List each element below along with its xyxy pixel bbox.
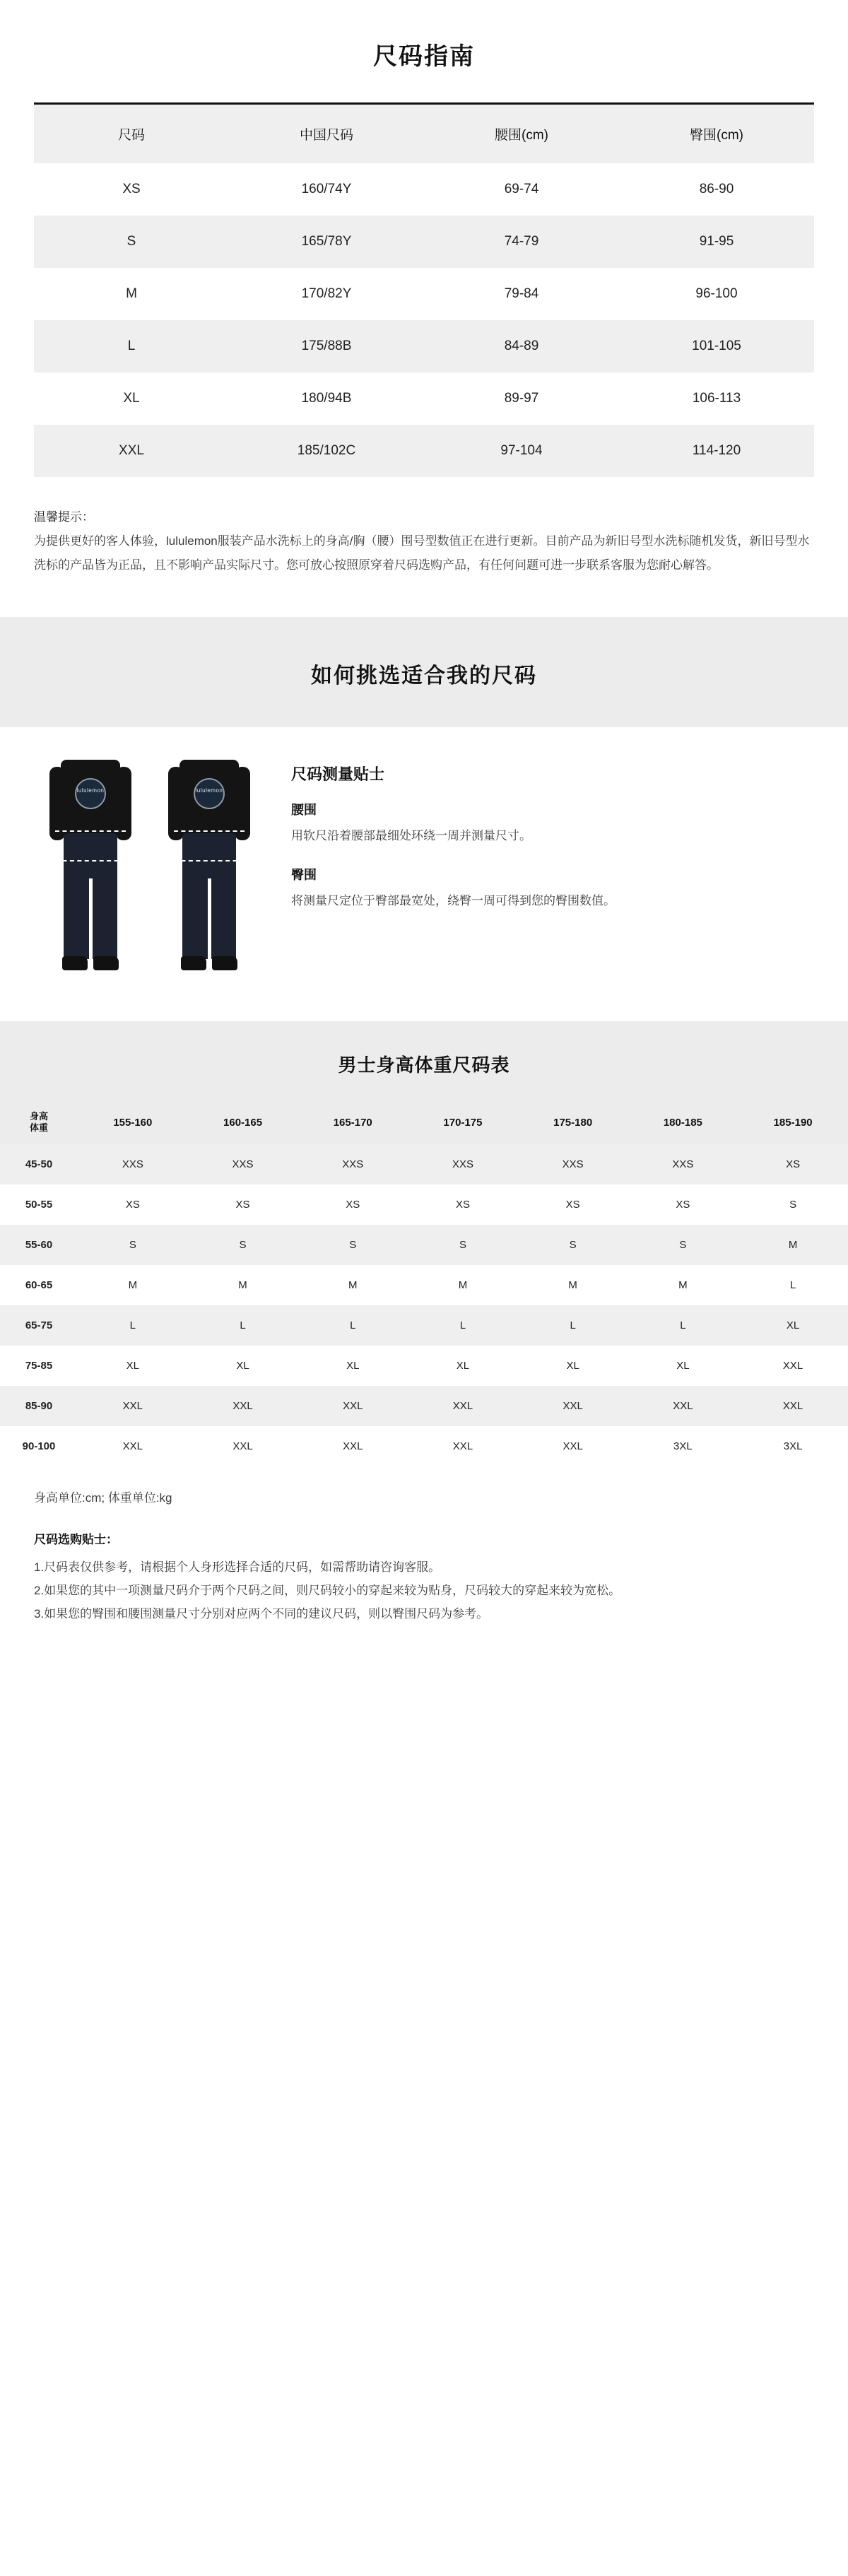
cell-size: M bbox=[408, 1265, 518, 1305]
cell-size: XXL bbox=[78, 1386, 188, 1426]
cell-size: S bbox=[738, 1184, 848, 1225]
col-header-height-2: 165-170 bbox=[298, 1101, 408, 1144]
cell-size: XS bbox=[518, 1184, 628, 1225]
hw-table-body bbox=[0, 1144, 848, 1466]
row-header-weight: 65-75 bbox=[0, 1305, 78, 1346]
col-header-height-0: 155-160 bbox=[78, 1101, 188, 1144]
cell-size: XXS bbox=[628, 1144, 738, 1184]
size-guide-section bbox=[0, 0, 848, 577]
cell-waist: 74-79 bbox=[424, 216, 619, 268]
cell-size: M bbox=[628, 1265, 738, 1305]
cell-waist: 97-104 bbox=[424, 425, 619, 477]
corner-header bbox=[0, 1101, 78, 1144]
cell-size: S bbox=[78, 1225, 188, 1265]
col-header-size: 尺码 bbox=[34, 104, 229, 164]
cell-size: 3XL bbox=[628, 1426, 738, 1466]
hip-measure-line bbox=[174, 860, 245, 861]
cell-size: XXL bbox=[298, 1426, 408, 1466]
cell-size: XL bbox=[78, 1346, 188, 1386]
cell-size: XXS bbox=[408, 1144, 518, 1184]
table-header-row bbox=[34, 104, 814, 164]
cell-hip: 86-90 bbox=[619, 163, 814, 216]
size-table-body bbox=[34, 163, 814, 477]
measurement-illustrations bbox=[34, 760, 266, 993]
cell-size: XL bbox=[298, 1346, 408, 1386]
cell-size: XXS bbox=[188, 1144, 298, 1184]
shoe-right-shape bbox=[93, 956, 119, 970]
cell-size: M bbox=[78, 1265, 188, 1305]
corner-weight-label: 体重 bbox=[29, 1122, 48, 1134]
cell-size: S bbox=[298, 1225, 408, 1265]
row-header-weight: 60-65 bbox=[0, 1265, 78, 1305]
col-header-cn-size: 中国尺码 bbox=[229, 104, 424, 164]
col-header-height-6: 185-190 bbox=[738, 1101, 848, 1144]
row-header-weight: 55-60 bbox=[0, 1225, 78, 1265]
cell-hip: 91-95 bbox=[619, 216, 814, 268]
cell-size: L bbox=[34, 320, 229, 372]
shoe-left-shape bbox=[62, 956, 88, 970]
hw-table-head bbox=[0, 1101, 848, 1144]
cell-size: XXL bbox=[738, 1386, 848, 1426]
table-row bbox=[34, 320, 814, 372]
cell-size: XXL bbox=[408, 1426, 518, 1466]
cell-hip: 101-105 bbox=[619, 320, 814, 372]
cell-cn-size: 180/94B bbox=[229, 372, 424, 425]
leg-gap-shape bbox=[208, 878, 211, 959]
table-row bbox=[0, 1346, 848, 1386]
cell-size: XXL bbox=[628, 1386, 738, 1426]
cell-cn-size: 185/102C bbox=[229, 425, 424, 477]
size-table-head bbox=[34, 104, 814, 164]
col-header-hip: 臀围(cm) bbox=[619, 104, 814, 164]
buy-tip-2: 2.如果您的其中一项测量尺码介于两个尺码之间，则尺码较小的穿起来较为贴身，尺码较大的穿起来较为宽松。 bbox=[34, 1583, 621, 1597]
cell-size: XS bbox=[34, 163, 229, 216]
shoe-right-shape bbox=[212, 956, 237, 970]
brand-badge-icon: lululemon bbox=[194, 778, 225, 809]
warm-tips bbox=[34, 505, 814, 577]
size-table bbox=[34, 102, 814, 477]
buy-tips-title: 尺码选购贴士： bbox=[34, 1532, 118, 1546]
cell-hip: 114-120 bbox=[619, 425, 814, 477]
cell-waist: 84-89 bbox=[424, 320, 619, 372]
buy-tips bbox=[34, 1529, 814, 1625]
cell-size: S bbox=[408, 1225, 518, 1265]
cell-hip: 96-100 bbox=[619, 268, 814, 320]
col-header-height-5: 180-185 bbox=[628, 1101, 738, 1144]
row-header-weight: 85-90 bbox=[0, 1386, 78, 1426]
cell-size: XL bbox=[188, 1346, 298, 1386]
cell-hip: 106-113 bbox=[619, 372, 814, 425]
footer-notes bbox=[0, 1466, 848, 1668]
row-header-weight: 50-55 bbox=[0, 1184, 78, 1225]
col-header-waist: 腰围(cm) bbox=[424, 104, 619, 164]
cell-size: S bbox=[188, 1225, 298, 1265]
waist-measure-line bbox=[174, 830, 245, 832]
cell-size: XXL bbox=[738, 1346, 848, 1386]
cell-size: XL bbox=[408, 1346, 518, 1386]
cell-size: XXL bbox=[518, 1386, 628, 1426]
cell-size: M bbox=[188, 1265, 298, 1305]
cell-size: M bbox=[518, 1265, 628, 1305]
cell-size: L bbox=[78, 1305, 188, 1346]
warm-tips-body: 为提供更好的客人体验，lululemon服装产品水洗标上的身高/胸（腰）围号型数值正在进行更新。目前产品为新旧号型水洗标随机发货，新旧号型水洗标的产品皆为正品，且不影响产品实际尺寸。您可放心按照原穿着尺码选购产品，有任何问题可进一步联系客服为您耐心解答。 bbox=[34, 534, 810, 572]
cell-size: XS bbox=[78, 1184, 188, 1225]
table-row bbox=[0, 1144, 848, 1184]
leg-gap-shape bbox=[89, 878, 93, 959]
warm-tips-title: 温馨提示： bbox=[34, 510, 94, 524]
hip-instruction: 将测量尺定位于臀部最宽处，绕臀一周可得到您的臀围数值。 bbox=[291, 893, 616, 907]
cell-size: XXL bbox=[298, 1386, 408, 1426]
cell-size: XL bbox=[628, 1346, 738, 1386]
row-header-weight: 45-50 bbox=[0, 1144, 78, 1184]
height-weight-title: 男士身高体重尺码表 bbox=[338, 1054, 510, 1076]
table-row bbox=[0, 1386, 848, 1426]
row-header-weight: 75-85 bbox=[0, 1346, 78, 1386]
cell-size: L bbox=[408, 1305, 518, 1346]
page-title: 尺码指南 bbox=[373, 43, 475, 70]
corner-height-label: 身高 bbox=[29, 1111, 48, 1122]
table-row bbox=[34, 425, 814, 477]
cell-size: XXL bbox=[34, 425, 229, 477]
cell-size: XS bbox=[628, 1184, 738, 1225]
table-row bbox=[34, 216, 814, 268]
cell-cn-size: 160/74Y bbox=[229, 163, 424, 216]
table-row bbox=[34, 268, 814, 320]
cell-size: XS bbox=[298, 1184, 408, 1225]
figure-front-view bbox=[34, 760, 147, 993]
figure-side-view bbox=[153, 760, 266, 993]
cell-waist: 69-74 bbox=[424, 163, 619, 216]
buy-tip-1: 1.尺码表仅供参考，请根据个人身形选择合适的尺码，如需帮助请咨询客服。 bbox=[34, 1560, 441, 1574]
waist-label: 腰围 bbox=[291, 803, 317, 817]
brand-badge-icon: lululemon bbox=[75, 778, 106, 809]
height-weight-table bbox=[0, 1101, 848, 1466]
table-row bbox=[0, 1426, 848, 1466]
buy-tip-3: 3.如果您的臀围和腰围测量尺寸分别对应两个不同的建议尺码，则以臀围尺码为参考。 bbox=[34, 1606, 489, 1621]
row-header-weight: 90-100 bbox=[0, 1426, 78, 1466]
unit-note: 身高单位:cm; 体重单位:kg bbox=[34, 1490, 172, 1505]
cell-size: XXS bbox=[78, 1144, 188, 1184]
height-weight-section bbox=[0, 1021, 848, 1466]
cell-size: L bbox=[738, 1265, 848, 1305]
cell-size: M bbox=[298, 1265, 408, 1305]
table-header-row bbox=[0, 1101, 848, 1144]
measuring-tips-title: 尺码测量贴士 bbox=[291, 765, 385, 783]
waist-measure-line bbox=[55, 830, 126, 832]
cell-size: XL bbox=[738, 1305, 848, 1346]
shoe-left-shape bbox=[181, 956, 206, 970]
cell-size: XXL bbox=[188, 1386, 298, 1426]
measuring-tips-section bbox=[0, 727, 848, 993]
cell-waist: 89-97 bbox=[424, 372, 619, 425]
cell-cn-size: 175/88B bbox=[229, 320, 424, 372]
cell-size: XS bbox=[188, 1184, 298, 1225]
cell-size: XXL bbox=[518, 1426, 628, 1466]
cell-cn-size: 170/82Y bbox=[229, 268, 424, 320]
cell-size: S bbox=[628, 1225, 738, 1265]
table-row bbox=[0, 1305, 848, 1346]
cell-waist: 79-84 bbox=[424, 268, 619, 320]
cell-size: XS bbox=[738, 1144, 848, 1184]
cell-size: XXL bbox=[78, 1426, 188, 1466]
cell-size: 3XL bbox=[738, 1426, 848, 1466]
table-row bbox=[34, 372, 814, 425]
measuring-tips-text bbox=[291, 760, 814, 912]
table-row bbox=[34, 163, 814, 216]
cell-size: L bbox=[628, 1305, 738, 1346]
table-row bbox=[0, 1265, 848, 1305]
cell-size: S bbox=[34, 216, 229, 268]
cell-size: L bbox=[298, 1305, 408, 1346]
col-header-height-4: 175-180 bbox=[518, 1101, 628, 1144]
cell-size: S bbox=[518, 1225, 628, 1265]
cell-size: M bbox=[738, 1225, 848, 1265]
how-to-pick-banner bbox=[0, 617, 848, 727]
col-header-height-1: 160-165 bbox=[188, 1101, 298, 1144]
cell-size: XXS bbox=[518, 1144, 628, 1184]
cell-size: XXL bbox=[188, 1426, 298, 1466]
cell-size: XS bbox=[408, 1184, 518, 1225]
hip-measure-line bbox=[55, 860, 126, 861]
cell-size: M bbox=[34, 268, 229, 320]
cell-size: L bbox=[188, 1305, 298, 1346]
table-row bbox=[0, 1225, 848, 1265]
cell-size: XL bbox=[34, 372, 229, 425]
cell-cn-size: 165/78Y bbox=[229, 216, 424, 268]
cell-size: XL bbox=[518, 1346, 628, 1386]
table-row bbox=[0, 1184, 848, 1225]
cell-size: L bbox=[518, 1305, 628, 1346]
hip-label: 臀围 bbox=[291, 867, 317, 882]
waist-instruction: 用软尺沿着腰部最细处环绕一周并测量尺寸。 bbox=[291, 829, 531, 842]
how-to-pick-title: 如何挑选适合我的尺码 bbox=[311, 664, 537, 688]
height-weight-table-wrapper bbox=[0, 1101, 848, 1466]
cell-size: XXL bbox=[408, 1386, 518, 1426]
cell-size: XXS bbox=[298, 1144, 408, 1184]
col-header-height-3: 170-175 bbox=[408, 1101, 518, 1144]
